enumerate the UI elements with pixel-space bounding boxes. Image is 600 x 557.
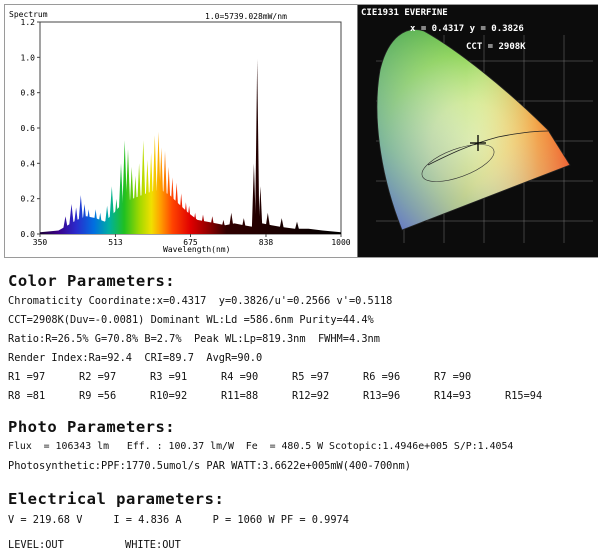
flux-line: Flux = 106343 lm Eff. : 100.37 lm/W Fe = 480.5 W Scotopic:1.4946e+005 S/P:1.4054 [8,441,514,452]
chromaticity-line: Chromaticity Coordinate:x=0.4317 y=0.3826/u'=0.2566 v'=0.5118 [8,295,393,307]
photo-parameters-heading: Photo Parameters: [8,418,176,436]
level-status: LEVEL:OUT [8,539,64,551]
cie-title: CIE1931 EVERFINE [361,8,448,18]
x-tick-label: 1000 [331,238,351,247]
photosynthetic-line: Photosynthetic:PPF:1770.5umol/s PAR WATT:3.6622e+005mW(400-700nm) [8,460,411,472]
r10-value: R10=92 [150,390,188,402]
render-index-line: Render Index:Ra=92.4 CRI=89.7 AvgR=90.0 [8,352,263,364]
r4-value: R4 =90 [221,371,259,383]
cie-chart [358,5,598,257]
r11-value: R11=88 [221,390,259,402]
y-tick-label: 0.6 [20,124,35,133]
spectrum-chart [5,5,355,257]
electrical-parameters-heading: Electrical parameters: [8,490,225,508]
spectrum-title: Spectrum [9,10,48,19]
r1-value: R1 =97 [8,371,46,383]
cct-line: CCT=2908K(Duv=-0.0081) Dominant WL:Ld =586.6nm Purity=44.4% [8,314,374,326]
y-tick-label: 1.0 [20,53,35,63]
x-tick-label: 350 [32,238,48,247]
electrical-line: V = 219.68 V I = 4.836 A P = 1060 W PF = 0.9974 [8,514,349,526]
x-tick-label: 513 [108,238,123,247]
peak-note: 1.0=5739.028mW/nm [205,12,287,21]
r6-value: R6 =96 [363,371,401,383]
y-tick-label: 0.0 [20,230,35,239]
cie-diagram [357,5,598,257]
x-tick-label: 838 [258,238,274,247]
cie-coordinates: x = 0.4317 y = 0.3826 [410,24,524,34]
r8-value: R8 =81 [8,390,46,402]
r2-value: R2 =97 [79,371,117,383]
y-tick-label: 1.2 [20,18,35,27]
r13-value: R13=96 [363,390,401,402]
x-tick-label: 675 [183,238,198,247]
r14-value: R14=93 [434,390,472,402]
y-tick-label: 0.8 [20,88,35,98]
r3-value: R3 =91 [150,371,188,383]
r7-value: R7 =90 [434,371,472,383]
cie-cct: CCT = 2908K [466,42,526,52]
r9-value: R9 =56 [79,390,117,402]
measurement-panel [4,4,598,258]
y-tick-label: 0.2 [20,194,35,204]
r12-value: R12=92 [292,390,330,402]
plot-frame [40,22,341,234]
x-axis-label: Wavelength(nm) [163,245,231,254]
color-parameters-heading: Color Parameters: [8,272,176,290]
ratio-line: Ratio:R=26.5% G=70.8% B=2.7% Peak WL:Lp=819.3nm FWHM=4.3nm [8,333,380,345]
r15-value: R15=94 [505,390,543,402]
y-tick-label: 0.4 [20,159,35,169]
r5-value: R5 =97 [292,371,330,383]
white-status: WHITE:OUT [125,539,181,551]
